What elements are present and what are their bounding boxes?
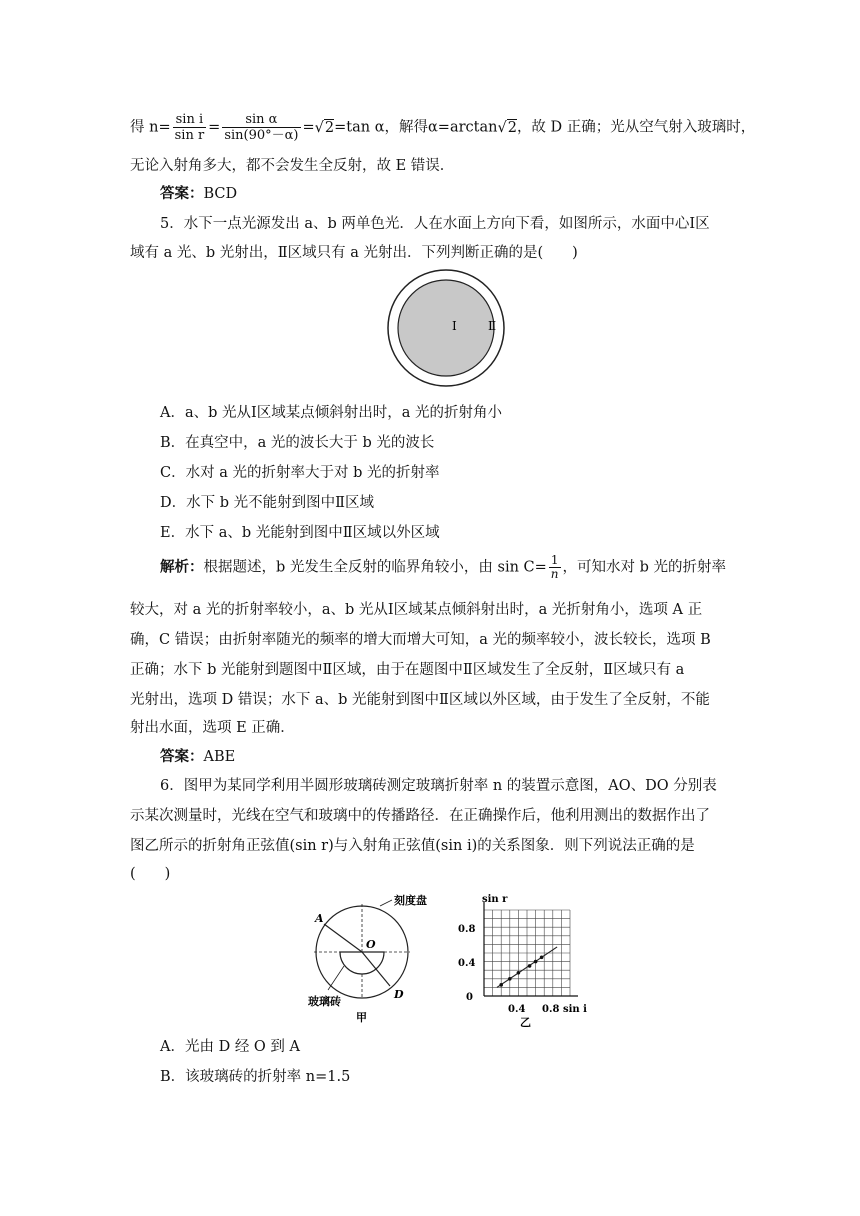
label-brick: 玻璃砖 [308,995,341,1008]
q5-option-d: D．水下 b 光不能射到图中Ⅱ区域 [160,495,374,511]
data-point [508,977,512,981]
equals: = [208,119,221,136]
y-tick-label: 0.4 [458,958,476,969]
q5-analysis-line: 较大，对 a 光的折射率较小，a、b 光从Ⅰ区域某点倾斜射出时，a 光折射角小，选项 A 正 [130,602,703,618]
q5-option-a: A．a、b 光从Ⅰ区域某点倾斜射出时，a 光的折射角小 [160,405,502,421]
inner-circle [398,280,497,376]
frac-sina [222,112,300,143]
analysis-text: ，可知水对 b 光的折射率 [562,559,727,576]
brick-pointer [328,966,344,990]
answer-value: BCD [203,186,238,202]
sqrt-value: 2 [324,119,335,136]
data-point [499,983,503,987]
x-tick-label: 0.4 [508,1004,526,1015]
frac-num: 1 [549,554,561,568]
answer-4 [160,184,237,204]
q5-option-c: C．水对 a 光的折射率大于对 b 光的折射率 [160,465,440,481]
analysis-text: 根据题述，b 光发生全反射的临界角较小，由 sin C= [203,559,547,576]
sqrt-2b: √2 [497,119,517,136]
q6-line4: ( ) [130,866,171,882]
label-dial: 刻度盘 [394,894,427,907]
q5-analysis-line: 确，C 错误；由折射率随光的频率的增大而增大可知，a 光的频率较小，波长较长，选项 B [130,632,711,648]
q5-analysis-line: 射出水面，选项 E 正确． [130,720,295,736]
data-point [528,964,532,968]
dial-pointer [380,900,392,906]
frac-den: sin r [174,128,205,143]
frac-num: sin α [222,112,300,128]
label-A: A [315,912,324,925]
ray-AO [324,924,362,952]
q6-line2: 示某次测量时，光线在空气和玻璃中的传播路径．在正确操作后，他利用测出的数据作出了 [130,808,710,824]
label-O: O [366,938,376,951]
q5-option-e: E．水下 a、b 光能射到图中Ⅱ区域以外区域 [160,525,440,541]
x-tick-label: 0.8 [542,1004,560,1015]
sqrt-2: √2 [314,119,335,136]
frac-num: sin i [173,112,207,128]
frac-1-n [549,554,561,581]
sqrt-value: 2 [507,119,517,136]
q5-analysis-line: 正确；水下 b 光能射到题图中Ⅱ区域，由于在题图中Ⅱ区域发生了全反射，Ⅱ区域只有 a [130,662,685,678]
answer-5 [160,747,235,767]
data-point [517,971,521,975]
answer-value: ABE [203,749,236,765]
y-tick-label: 0.8 [458,924,476,935]
ring-figure [384,268,508,388]
caption-yi: 乙 [520,1016,531,1028]
chart-grid [484,910,570,996]
formula-line [130,112,755,143]
analysis-label: 解析： [160,558,204,576]
frac-den: n [550,567,559,581]
label-D: D [394,988,404,1001]
x-axis-label: sin i [563,1004,587,1015]
equals: = [302,119,315,136]
figure-jia [304,890,444,1025]
answer-label: 答案： [160,185,204,202]
chart-axes [484,902,578,996]
data-point [540,956,544,960]
q5-analysis-line: 光射出，选项 D 错误；水下 a、b 光能射到图中Ⅱ区域以外区域，由于发生了全反射，不能 [130,692,710,708]
q5-analysis-line1 [160,554,726,581]
q5-line2: 域有 a 光、b 光射出，Ⅱ区域只有 a 光射出．下列判断正确的是( ) [130,245,578,261]
q6-option-a: A．光由 D 经 O 到 A [160,1039,301,1055]
text-line: 无论入射角多大，都不会发生全反射，故 E 错误． [130,158,455,174]
q6-line1: 6．图甲为某同学利用半圆形玻璃砖测定玻璃折射率 n 的装置示意图，AO、DO 分别表 [160,778,717,794]
frac-den: sin(90°－α) [224,128,299,143]
label-region-1: Ⅰ [452,319,457,333]
q6-option-b: B．该玻璃砖的折射率 n=1.5 [160,1069,351,1085]
y-axis-label: sin r [482,894,508,905]
q6-line3: 图乙所示的折射角正弦值(sin r)与入射角正弦值(sin i)的关系图象．则下列说法正确的是 [130,838,695,854]
answer-label: 答案： [160,748,204,765]
formula-tail2: ，故 D 正确；光从空气射入玻璃时， [516,119,756,136]
data-point [534,960,538,964]
y-tick-label: 0 [466,992,473,1003]
frac-sini-sinr [173,112,207,143]
q5-line1: 5．水下一点光源发出 a、b 两单色光．人在水面上方向下看，如图所示，水面中心Ⅰ区 [160,216,710,232]
formula-tail: =tan α，解得α=arctan [334,119,498,136]
label-region-2: Ⅱ [488,319,497,333]
caption-jia: 甲 [356,1011,367,1024]
q5-option-b: B．在真空中，a 光的波长大于 b 光的波长 [160,435,435,451]
formula-prefix: 得 n= [130,119,171,136]
figure-yi-chart [452,890,592,1028]
